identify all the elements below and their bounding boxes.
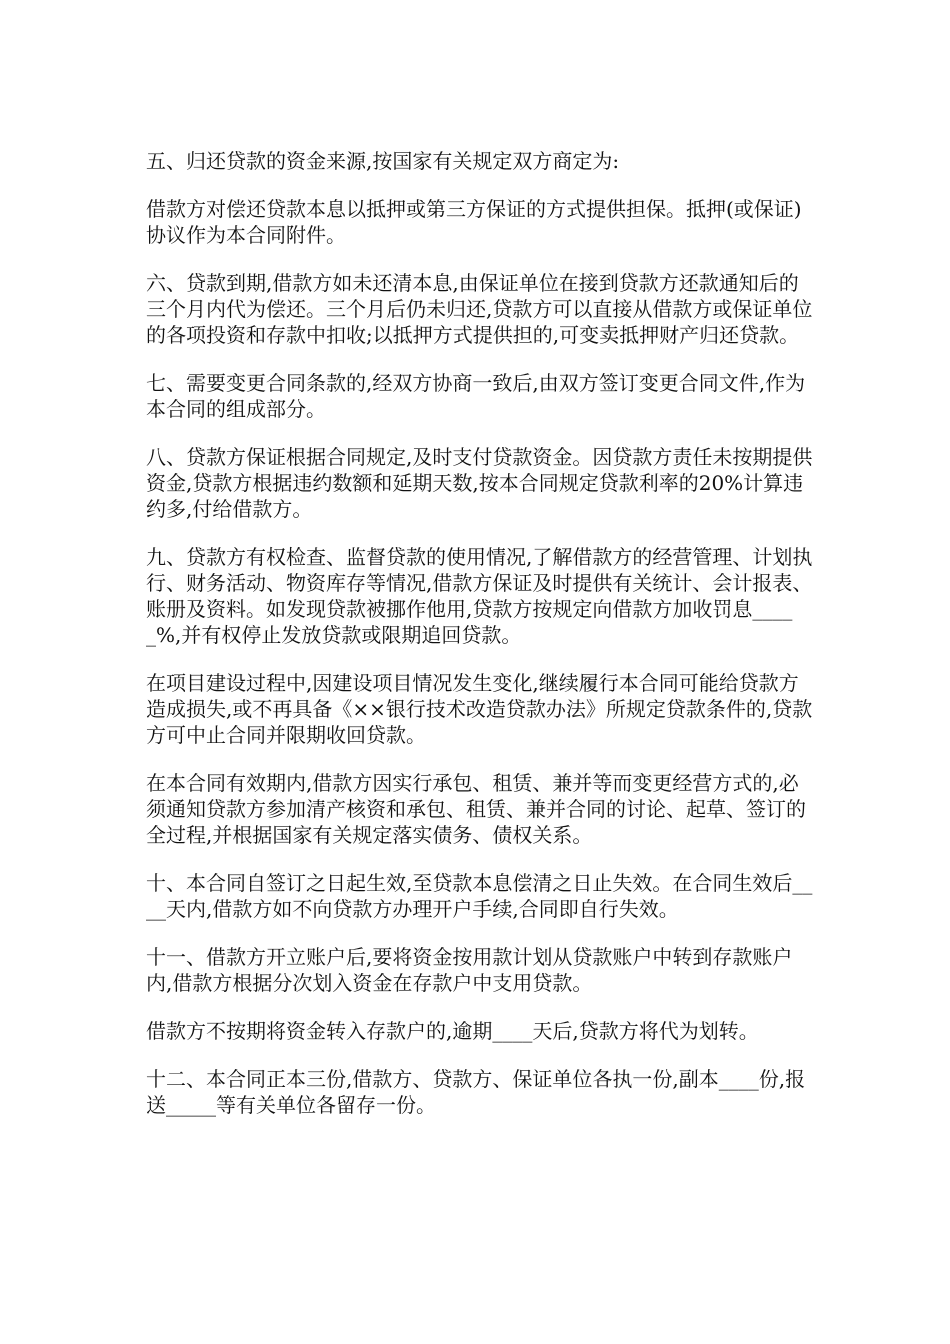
document-body — [146, 148, 818, 1140]
paragraph-guarantee: 借款方对偿还贷款本息以抵押或第三方保证的方式提供担保。抵押(或保证)协议作为本合同附件。 — [146, 197, 802, 247]
paragraph-clause-8: 八、贷款方保证根据合同规定,及时支付贷款资金。因贷款方责任未按期提供资金,贷款方根据违约数额和延期天数,按本合同规定贷款利率的20%计算违约多,付给借款方。 — [146, 445, 813, 521]
paragraph-clause-11: 十一、借款方开立账户后,要将资金按用款计划从贷款账户中转到存款账户内,借款方根据分次划入资金在存款户中支用贷款。 — [146, 945, 793, 995]
paragraph-clause-12: 十二、本合同正本三份,借款方、贷款方、保证单位各执一份,副本____份,报送_____等有关单位各留存一份。 — [146, 1067, 806, 1117]
paragraph-transfer-overdue: 借款方不按期将资金转入存款户的,逾期____天后,贷款方将代为划转。 — [146, 1019, 759, 1043]
paragraph-clause-6: 六、贷款到期,借款方如未还清本息,由保证单位在接到贷款方还款通知后的三个月内代为偿还。三个月后仍未归还,贷款方可以直接从借款方或保证单位的各项投资和存款中扣收;以抵押方式提供担的,可变卖抵押财产归还贷款。 — [146, 271, 813, 347]
paragraph-project-change: 在项目建设过程中,因建设项目情况发生变化,继续履行本合同可能给贷款方造成损失,或不再具备《××银行技术改造贷款办法》所规定贷款条件的,贷款方可中止合同并限期收回贷款。 — [146, 671, 813, 747]
paragraph-clause-5: 五、归还贷款的资金来源,按国家有关规定双方商定为: — [146, 149, 620, 173]
paragraph-operation-change: 在本合同有效期内,借款方因实行承包、租赁、兼并等而变更经营方式的,必须通知贷款方参加清产核资和承包、租赁、兼并合同的讨论、起草、签订的全过程,并根据国家有关规定落实债务、债权关系。 — [146, 771, 806, 847]
paragraph-clause-9: 九、贷款方有权检查、监督贷款的使用情况,了解借款方的经营管理、计划执行、财务活动、物资库存等情况,借款方保证及时提供有关统计、会计报表、账册及资料。如发现贷款被挪作他用,贷款方按规定向借款方加收罚息_____%,并有权停止发放贷款或限期追回贷款。 — [146, 545, 813, 647]
paragraph-clause-7: 七、需要变更合同条款的,经双方协商一致后,由双方签订变更合同文件,作为本合同的组成部分。 — [146, 371, 806, 421]
paragraph-clause-10: 十、本合同自签订之日起生效,至贷款本息偿清之日止失效。在合同生效后____天内,借款方如不向贷款方办理开户手续,合同即自行失效。 — [146, 871, 813, 921]
